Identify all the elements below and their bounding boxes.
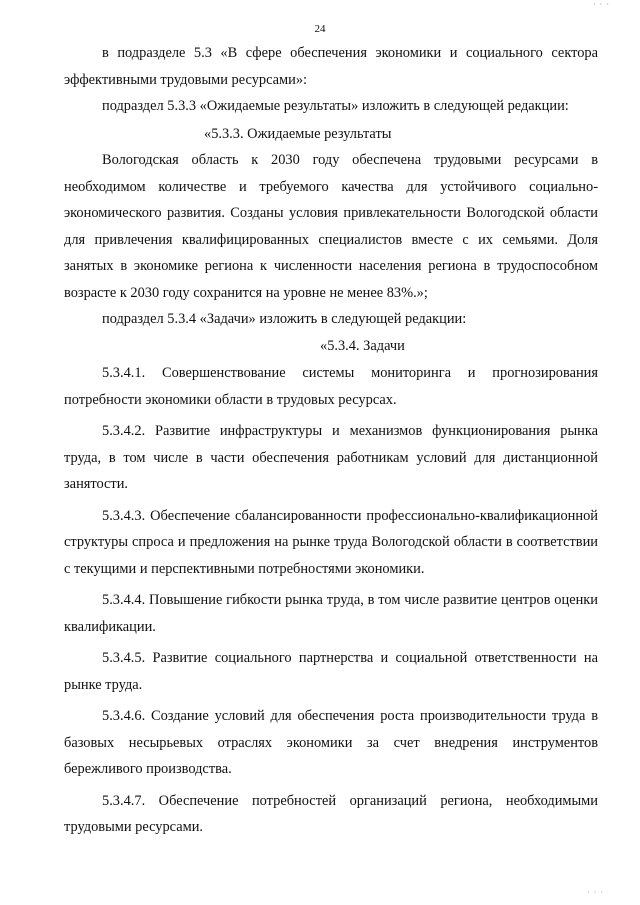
scan-mark-bottom: · · ·: [587, 888, 604, 897]
paragraph-expected-results-body: Вологодская область к 2030 году обеспечена трудовыми ресурсами в необходимом количестве и требуемого качества для устойчивого социально-экономического развития. Созданы условия привлекательности Вологодской области для привлечения квалифицированных специалистов вместе с их семьями. Доля занятых в экономике региона к численности населения региона в трудоспособном возрасте к 2030 году сохранится на уровне не менее 83%.»;: [64, 152, 598, 301]
scan-mark-top: · · ·: [593, 0, 610, 9]
document-body: [64, 40, 598, 841]
paragraph-subsection-5-3-4-instruction: подраздел 5.3.4 «Задачи» изложить в следующей редакции:: [102, 311, 467, 327]
heading-expected-results: «5.3.3. Ожидаемые результаты: [204, 125, 392, 142]
paragraph-section-5-3-intro: в подразделе 5.3 «В сфере обеспечения экономики и социального сектора эффективными трудовыми ресурсами»:: [64, 45, 598, 88]
task-item: 5.3.4.2. Развитие инфраструктуры и механизмов функционирования рынка труда, в том числе в части обеспечения работникам условий для дистанционной занятости.: [64, 423, 598, 492]
task-item: 5.3.4.1. Совершенствование системы мониторинга и прогнозирования потребности экономики области в трудовых ресурсах.: [64, 365, 598, 408]
task-item: 5.3.4.4. Повышение гибкости рынка труда, в том числе развитие центров оценки квалификации.: [64, 592, 598, 635]
task-item: 5.3.4.5. Развитие социального партнерства и социальной ответственности на рынке труда.: [64, 650, 598, 693]
heading-tasks: «5.3.4. Задачи: [320, 337, 405, 354]
task-item: 5.3.4.7. Обеспечение потребностей организаций региона, необходимыми трудовыми ресурсами.: [64, 792, 598, 835]
task-item: 5.3.4.3. Обеспечение сбалансированности профессионально-квалификационной структуры спроса и предложения на рынке труда Вологодской области в соответствии с текущими и перспективными потребностями экономики.: [64, 507, 598, 577]
paragraph-subsection-5-3-3-instruction: подраздел 5.3.3 «Ожидаемые результаты» изложить в следующей редакции:: [102, 98, 569, 114]
task-item: 5.3.4.6. Создание условий для обеспечения роста производительности труда в базовых несырьевых отраслях экономики за счет внедрения инструментов бережливого производства.: [64, 708, 598, 777]
page-number: 24: [314, 23, 326, 35]
